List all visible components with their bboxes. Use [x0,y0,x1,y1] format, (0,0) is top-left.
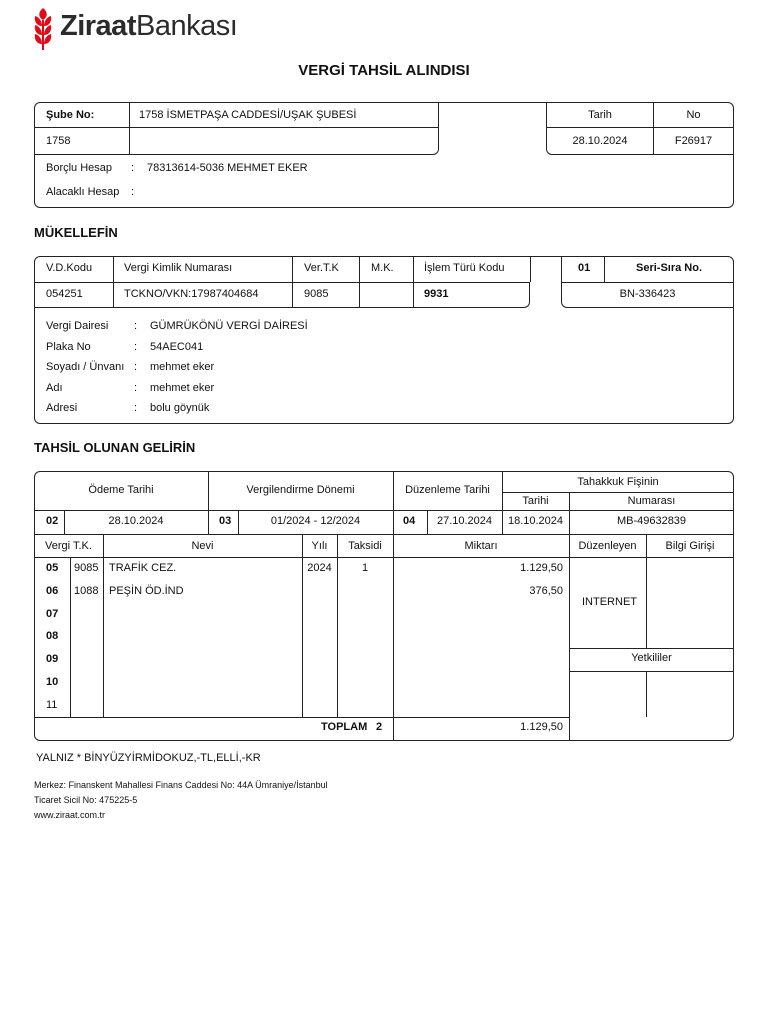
seri-value: BN-336423 [619,288,676,300]
row-number: 10 [46,676,59,688]
divider [34,557,734,558]
colon: : [134,340,138,353]
vertk-value: 9085 [304,288,329,300]
colon: : [134,361,138,373]
mukellef-field-value: mehmet eker [150,361,215,373]
colon: : [131,162,135,174]
col-vergitk: Vergi T.K. [45,540,92,552]
tarih-value: 28.10.2024 [572,135,628,147]
tarih-label: Tarih [588,109,612,121]
toplam-label: TOPLAM [321,721,368,733]
divider [393,471,394,534]
sube-label: Şube No: [46,109,95,121]
code-04: 04 [403,515,416,527]
section-mukellef-title: MÜKELLEFİN [34,225,118,240]
divider [569,671,734,672]
divider [129,127,130,155]
row-vergi-tk: 1088 [74,584,99,597]
row-number: 08 [46,630,59,643]
mukellef-values-row [34,282,530,308]
divider [530,256,531,282]
mukellef-field-value: GÜMRÜKÖNÜ VERGİ DAİRESİ [150,320,308,332]
sube-name: 1758 İSMETPAŞA CADDESİ/UŞAK ŞUBESİ [139,109,357,121]
bank-logo [32,6,242,52]
yetkililer-label: Yetkililer [631,652,672,664]
row-yili: 2024 [307,562,332,574]
seri-label: Seri-Sıra No. [635,262,703,274]
row-number: 09 [46,653,59,666]
borclu-value: 78313614-5036 MEHMET EKER [147,162,308,174]
document-title: VERGİ TAHSİL ALINDISI [298,62,470,79]
tarihi-label: Tarihi [522,495,549,507]
section-gelir-title: TAHSİL OLUNAN GELİRİN [34,440,196,455]
row-nevi: PEŞİN ÖD.İND [109,584,184,597]
row-taksit: 1 [361,562,369,574]
row-number: 07 [46,607,59,620]
mukellef-field-label: Adresi [46,402,78,414]
tahakkuk-tarihi: 18.10.2024 [507,515,564,527]
row-number: 11 [46,698,58,711]
odeme-tarihi-label: Ödeme Tarihi [88,484,154,496]
sube-no: 1758 [46,135,71,147]
islem-value: 9931 [424,288,449,300]
mukellef-field-value: mehmet eker [150,381,215,394]
logo-wordmark: ZiraatBankası [60,10,238,42]
tahakkuk-label: Tahakkuk Fişinin [577,476,659,488]
donem-value: 01/2024 - 12/2024 [270,515,361,527]
divider [569,534,570,741]
mukellef-field-label: Vergi Dairesi [46,320,109,332]
toplam-value: 1.129,50 [520,721,563,733]
no-value: F26917 [674,135,713,147]
divider [34,717,569,718]
col-nevi: Nevi [191,540,214,552]
row-nevi: TRAFİK CEZ. [109,562,177,574]
col-yili: Yılı [311,540,328,552]
row-number: 05 [46,562,59,574]
divider [569,648,734,649]
divider [502,492,734,493]
odeme-tarihi: 28.10.2024 [108,515,164,527]
colon: : [134,320,138,332]
mukellef-field-label: Adı [46,381,63,394]
vkn-value: TCKNO/VKN:17987404684 [124,288,259,300]
divider [561,256,562,282]
vd-kodu-value: 054251 [46,288,83,300]
no-label: No [686,109,701,121]
colon: : [134,402,138,414]
tahakkuk-no: MB-49632839 [616,515,687,527]
sube-no-cell [34,127,439,155]
alacakli-label: Alacaklı Hesap [46,186,120,198]
donem-label: Vergilendirme Dönemi [246,484,355,496]
duzenleyen-value: INTERNET [582,596,637,608]
mukellef-field-label: Soyadı / Ünvanı [46,361,125,373]
divider [208,471,209,534]
borclu-label: Borçlu Hesap [46,162,113,174]
divider [646,671,647,717]
col-miktari: Miktarı [464,540,498,552]
row-number: 06 [46,584,59,597]
mukellef-field-value: bolu göynük [150,402,210,414]
divider [34,534,734,535]
row-vergi-tk: 9085 [74,562,99,574]
islem-label: İşlem Türü Kodu [424,262,505,274]
duzenleme-value: 27.10.2024 [436,515,493,527]
colon: : [131,186,135,198]
toplam-count: 2 [376,721,383,733]
vertk-label: Ver.T.K [304,262,339,274]
row-miktar: 1.129,50 [520,562,563,574]
wheat-logo-icon [32,6,56,52]
yalniz-text: YALNIZ * BİNYÜZYİRMİDOKUZ,-TL,ELLİ,-KR [36,752,261,764]
divider [34,510,734,511]
code-03: 03 [219,515,232,527]
colon: : [134,381,138,394]
mk-label: M.K. [371,262,394,274]
merkez-address: Merkez: Finanskent Mahallesi Finans Caddesi No: 44A Ümraniye/İstanbul [34,780,328,790]
row-miktar: 376,50 [529,584,563,597]
col-taksidi: Taksidi [348,540,382,552]
numarasi-label: Numarası [627,495,676,507]
mukellef-field-label: Plaka No [46,340,91,353]
vd-kodu-label: V.D.Kodu [46,262,93,274]
website-link[interactable]: www.ziraat.com.tr [34,810,106,820]
duzenleme-label: Düzenleme Tarihi [405,484,490,496]
col-duzenleyen: Düzenleyen [578,540,637,552]
divider [70,557,71,717]
mukellef-field-value: 54AEC041 [150,340,204,353]
divider [103,534,104,717]
col-bilgi: Bilgi Girişi [665,540,715,552]
vkn-label: Vergi Kimlik Numarası [124,262,233,274]
code-02: 02 [46,515,59,527]
ticaret-sicil: Ticaret Sicil No: 475225-5 [34,795,138,805]
code-01: 01 [578,262,591,274]
